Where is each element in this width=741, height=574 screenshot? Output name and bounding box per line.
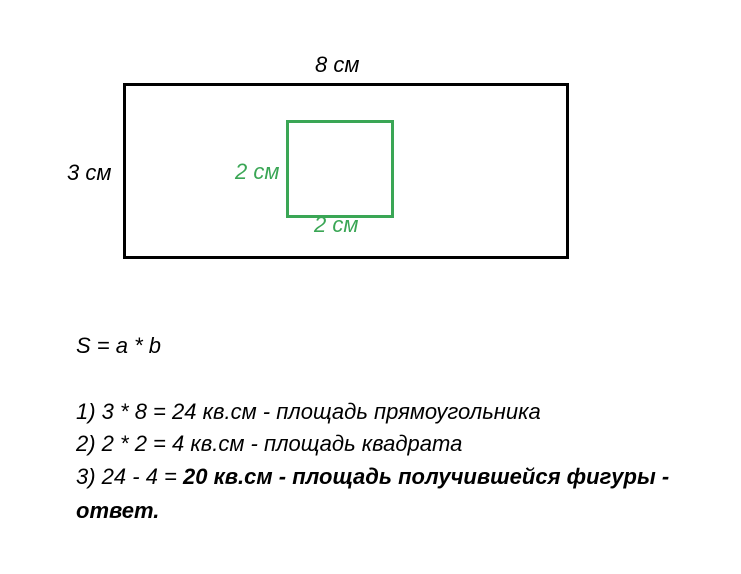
- step-3-prefix: 3) 24 - 4 =: [76, 464, 184, 489]
- step-3-answer-continuation: ответ.: [76, 498, 160, 523]
- rect-width-label: 8 см: [315, 52, 360, 77]
- solution-step-2: 2) 2 * 2 = 4 кв.см - площадь квадрата: [76, 431, 463, 456]
- step-3-answer: 20 кв.см - площадь получившейся фигуры -: [183, 464, 670, 489]
- square-bottom-label: 2 см: [314, 212, 359, 237]
- solution-step-3: [76, 466, 669, 488]
- inner-square: [286, 120, 394, 218]
- square-side-label: 2 см: [235, 159, 280, 184]
- area-formula: S = a * b: [76, 333, 162, 358]
- solution-step-1: 1) 3 * 8 = 24 кв.см - площадь прямоугольника: [76, 399, 541, 424]
- rect-height-label: 3 см: [67, 160, 112, 185]
